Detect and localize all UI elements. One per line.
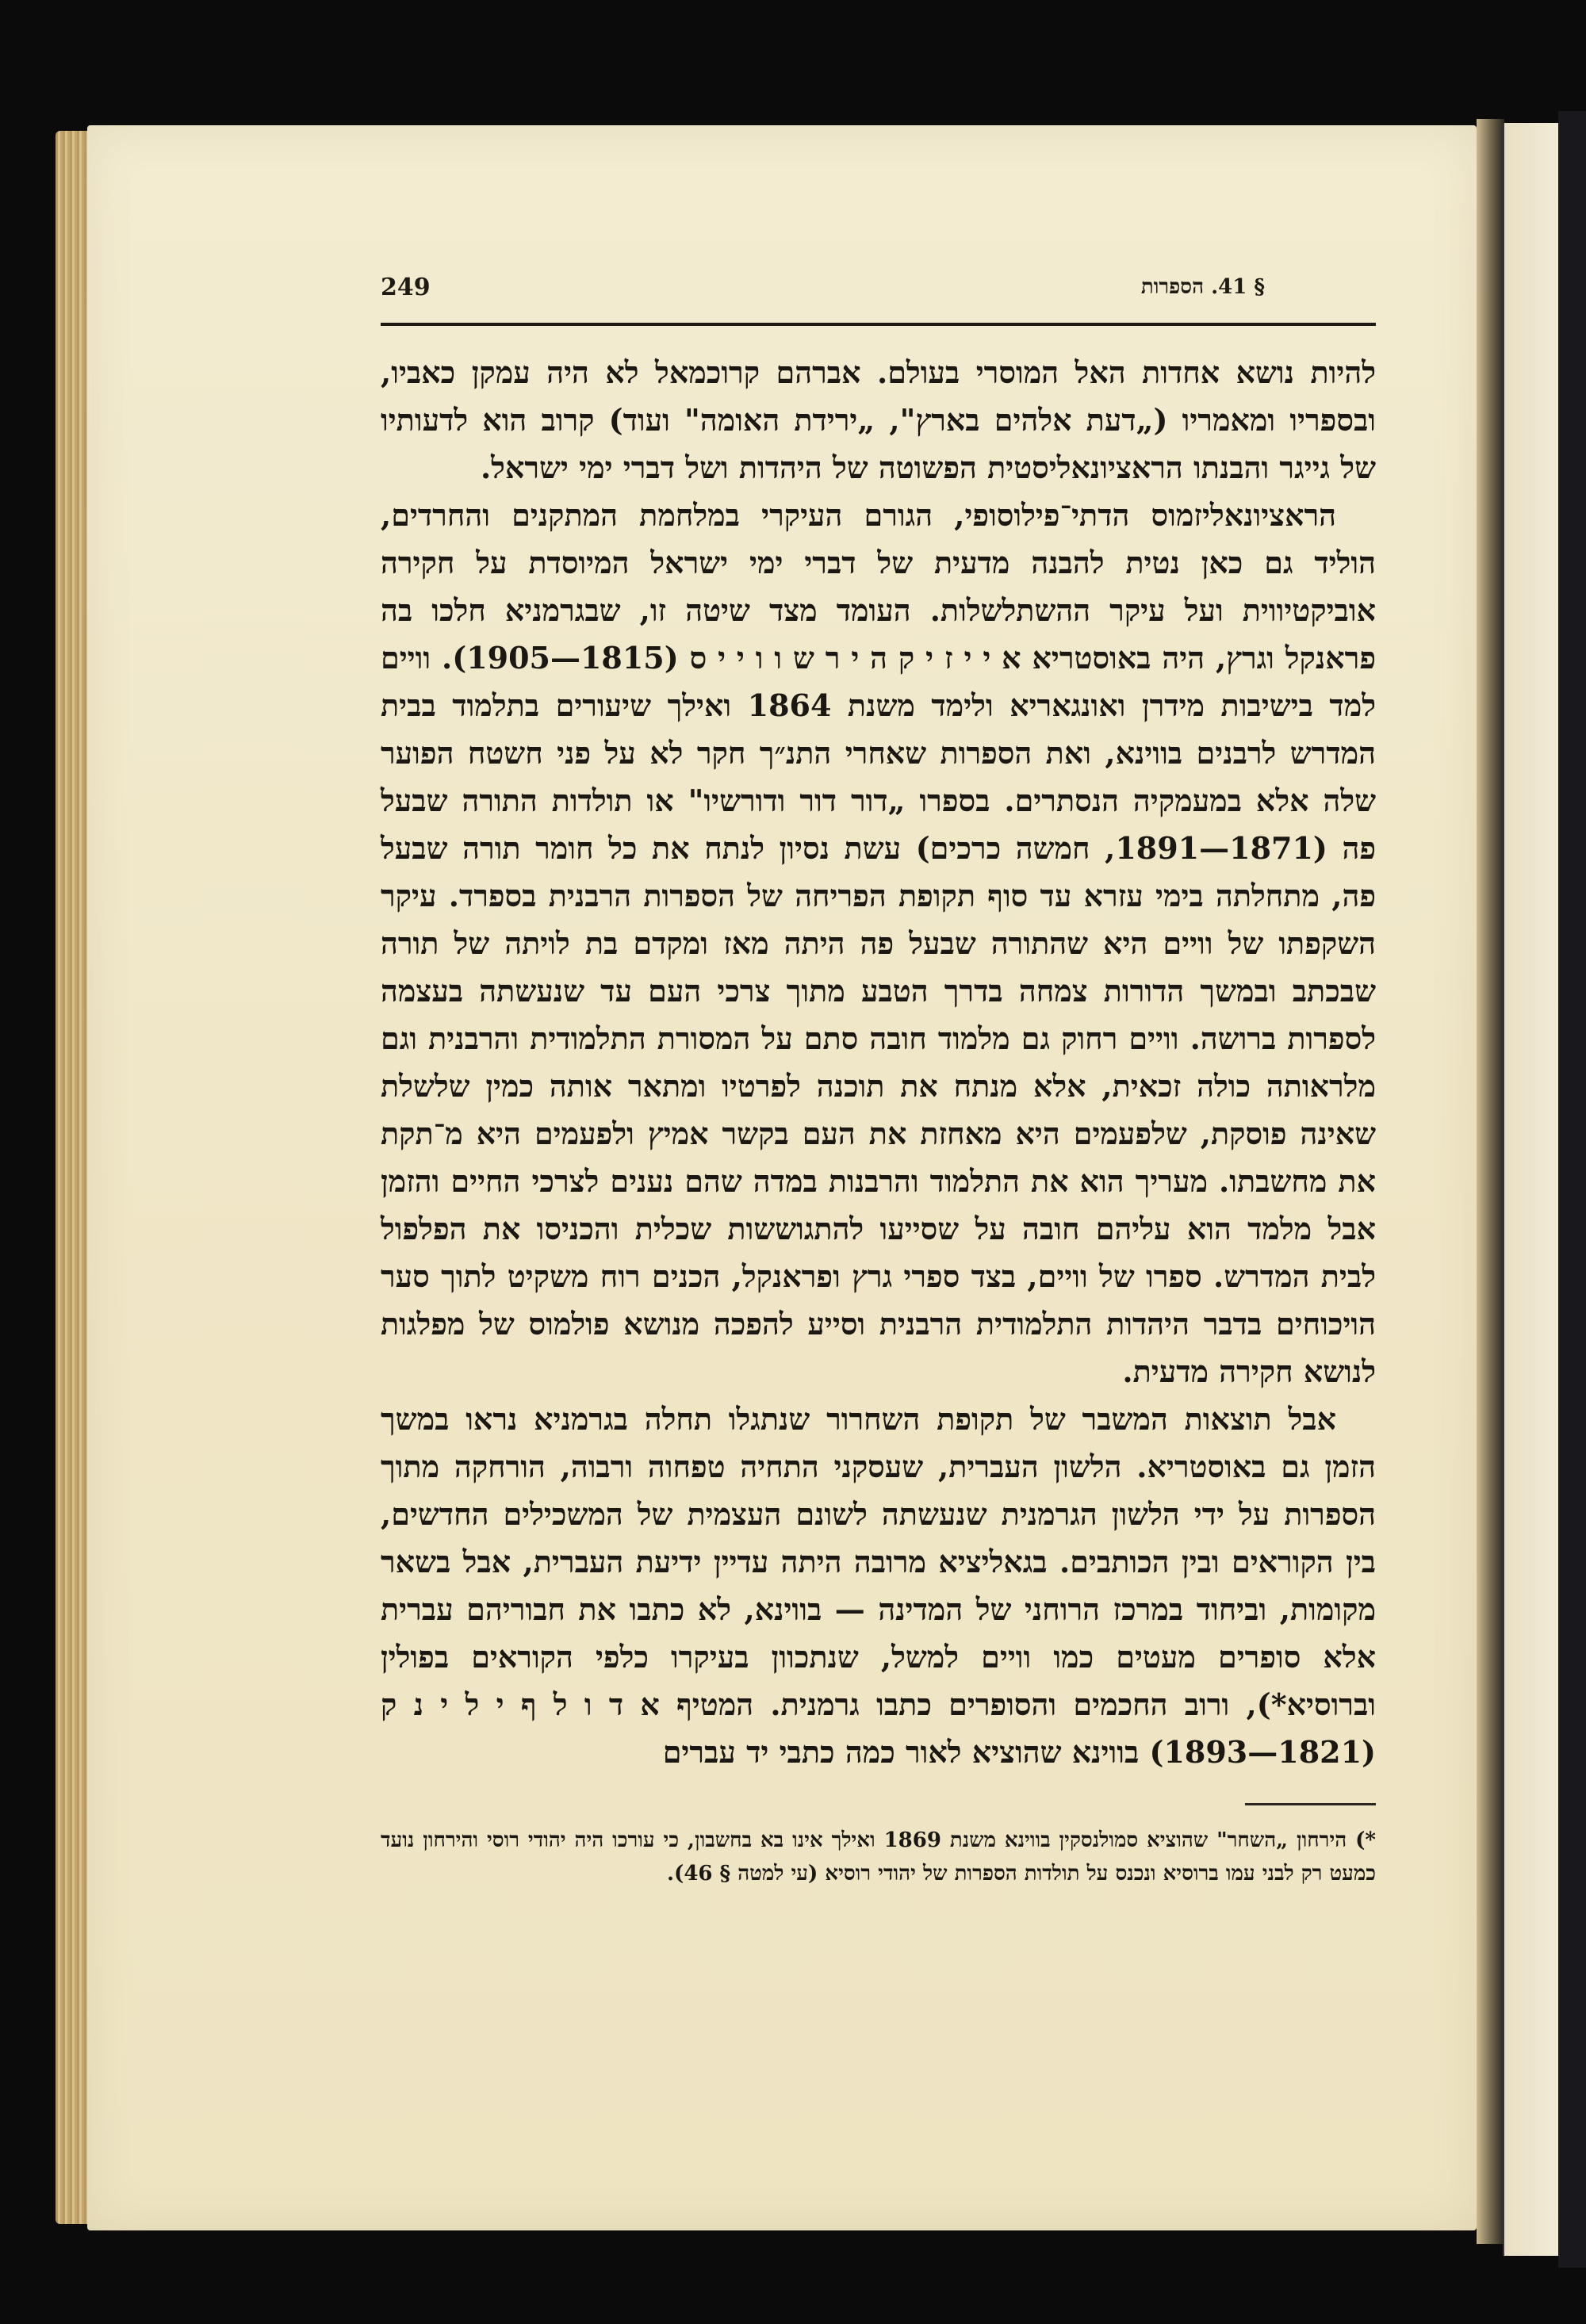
header-title: § 41. הספרות [1140, 275, 1265, 299]
footnotes [381, 1824, 1376, 1890]
binding [1558, 111, 1586, 2268]
paragraph: להיות נושא אחדות האל המוסרי בעולם. אברהם קרוכמאל לא היה עמקן כאביו, ובספריו ומאמריו („דעת אלהים בארץ", „ירידת האומה" ועוד) קרוב הוא לדעותיו של גייגר והבנתו הראציונאליסטית הפשוטה של היהדות ושל דברי ימי ישראל. [381, 354, 1376, 485]
paragraph: אבל תוצאות המשבר של תקופת השחרור שנתגלו תחלה בגרמניא נראו במשך הזמן גם באוסטריא. הלשון העברית, שעסקני התחיה טפחוה ורבוה, הורחקה מתוך הספרות על ידי הלשון הגרמנית שנעשתה לשונם העצמית של המשכילים החדשים, בין הקוראים ובין הכותבים. בגאליציא מרובה היתה עדיין ידיעת העברית, אבל בשאר מקומות, וביחוד במרכז הרוחני של המדינה — בווינא, לא כתבו את חבוריהם עברית אלא סופרים מעטים כמו וויים למשל, שנתכוון בעיקרו כלפי הקוראים בפולין וברוסיא*), ורוב החכמים והסופרים כתבו גרמנית. המטיף א ד ו ל ף י ל י נ ק (1821—1893) בווינא שהוציא לאור כמה כתבי יד עברים [381, 1401, 1376, 1770]
facing-page-edge [1503, 123, 1560, 2256]
paragraph: הראציונאליזמוס הדתי־פילוסופי, הגורם העיקרי במלחמת המתקנים והחרדים, הוליד גם כאן נטית להבנה מדעית של דברי ימי ישראל המיוסדת על חקירה אוביקטיווית ועל עיקר ההשתלשלות. העומד מצד שיטה זו, שבגרמניא חלכו בה פראנקל וגרץ, היה באוסטריא א י י ז י ק ה י ר ש ו ו י י ס (1815—1905). וויים למד בישיבות מידרן ואונגאריא ולימד משנת 1864 ואילך שיעורים בתלמוד בבית המדרש לרבנים בווינא, ואת הספרות שאחרי התנ״ך חקר לא על פני חשטח הפוער שלה אלא במעמקיה הנסתרים. בספרו „דור דור ודורשיו" או תולדות התורה שבעל פה (1871—1891, חמשה כרכים) עשת נסיון לנתח את כל חומר תורה שבעל פה, מתחלתה בימי עזרא עד סוף תקופת הפריחה של הספרות הרבנית בספרד. עיקר השקפתו של וויים היא שהתורה שבעל פה היתה מאז ומקדם בת לויתה של תורה שבכתב ובמשך הדורות צמחה בדרך הטבע מתוך צרכי העם עד שנעשתה בעצמה לספרות ברושה. וויים רחוק גם מלמוד חובה סתם על המסורת התלמודית והרבנית וגם מלראותה כולה זכאית, אלא מנתח את תוכנה לפרטיו ומתאר אותה כמין שלשלת שאינה פוסקת, שלפעמים היא מאחזת את העם בקשר אמיץ ולפעמים היא מ־תקת את מחשבתו. מעריך הוא את התלמוד והרבנות במדה שהם נענים לצרכי החיים והזמן אבל מלמד הוא עליהם חובה על שסייעו להתגוששות שכלית והכניסו את הפלפול לבית המדרש. ספרו של וויים, בצד ספרי גרץ ופראנקל, הכנים רוח משקיט לתוך סער הויכוחים בדבר היהדות התלמודית הרבנית וסייע להפכה מנושא פולמוס של מפלגות לנושא חקירה מדעית. [381, 497, 1377, 1389]
body-text [381, 349, 1376, 1776]
gutter-shadow [1477, 119, 1504, 2244]
footnote: *) הירחון „השחר" שהוציא סמולנסקין בווינא משנת 1869 ואילך אינו בא בחשבון, כי עורכו היה יהודי רוסי והירחון נועד כמעט רק לבני עמו ברוסיא ונכנס על תולדות הספרות של יהודי רוסיא (עי למטה § 46). [381, 1828, 1376, 1886]
page-number: 249 [381, 274, 431, 301]
header-rule [381, 323, 1376, 326]
running-head [381, 274, 1376, 313]
footnote-rule [1245, 1803, 1376, 1805]
